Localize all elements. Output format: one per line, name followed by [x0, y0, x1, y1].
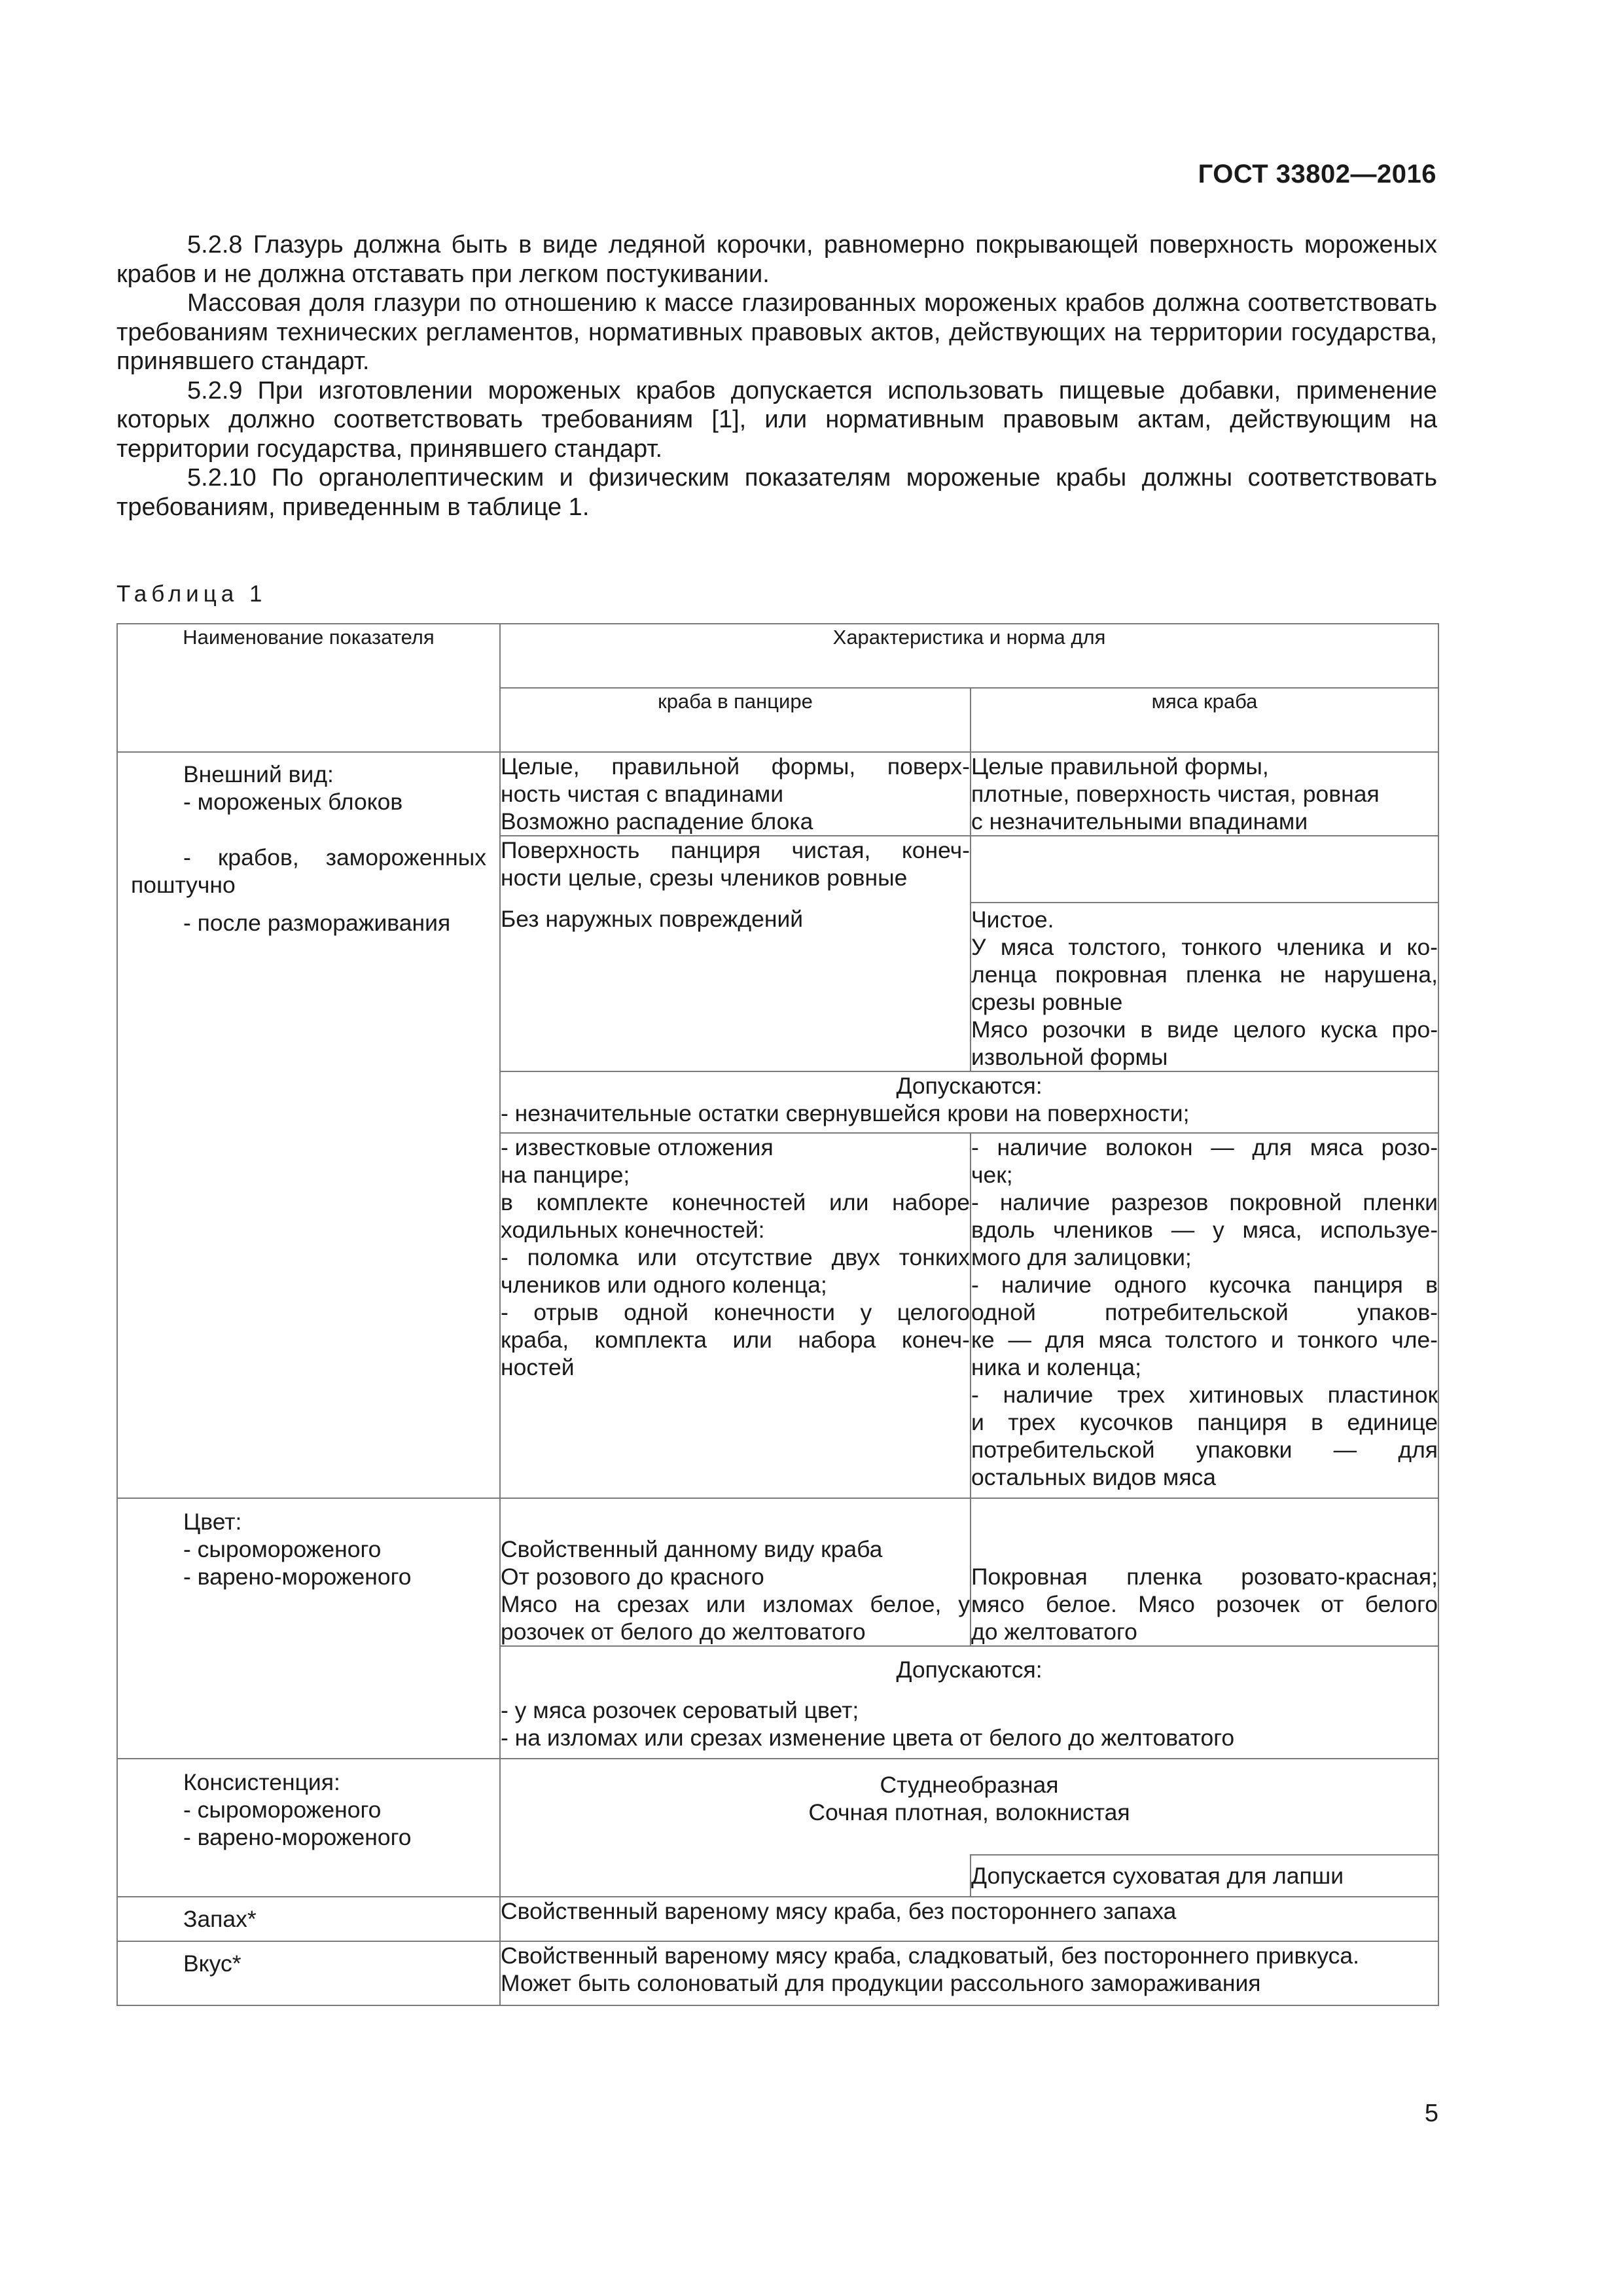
header-indicator-name: Наименование показателя: [117, 624, 500, 752]
text-line: - незначительные остатки свернувшейся крови на поверхности;: [501, 1100, 1190, 1126]
table-row-consistency: [117, 1759, 1438, 1855]
color-allowed-cell: [500, 1646, 1438, 1759]
allowed-title: Допускаются:: [896, 1073, 1043, 1099]
color-shell-cell: [500, 1498, 971, 1646]
text-line: срезы ровные: [971, 989, 1123, 1015]
text-line: розочек от белого до желтоватого: [501, 1619, 866, 1645]
text-line: От розового до красного: [501, 1564, 764, 1590]
text-line: Поверхность панциря чистая, конеч-: [501, 837, 970, 863]
paragraph-5-2-8: 5.2.8 Глазурь должна быть в виде ледяной корочки, равномерно покрывающей поверхность мороженых крабов и не должна отставать при легком постукивании.: [116, 231, 1437, 288]
paragraph-5-2-10: 5.2.10 По органолептическим и физическим показателям мороженые крабы должны соответствовать требованиям, приведенным в таблице 1.: [116, 464, 1437, 521]
consistency-common-cell: [500, 1759, 1438, 1855]
text-line: - наличие волокон — для мяса розо-: [971, 1134, 1438, 1160]
piece-label-line: - крабов, замороженных: [183, 844, 486, 870]
color-sub-raw: - сыромороженого: [183, 1536, 382, 1562]
text-line: вдоль члеников — у мяса, используе-: [971, 1217, 1438, 1243]
label-empty: [117, 1646, 500, 1759]
consistency-sub-cooked: - варено-мороженого: [183, 1824, 412, 1850]
consistency-title: Консистенция:: [183, 1769, 340, 1795]
header-characteristic-group: Характеристика и норма для: [500, 624, 1438, 688]
table-row-taste: [117, 1941, 1438, 2005]
text-line: Сочная плотная, волокнистая: [808, 1799, 1130, 1825]
text-line: одной потребительской упаков-: [971, 1299, 1438, 1325]
label-empty: [117, 1855, 500, 1897]
piece-shell-cell: [500, 836, 971, 903]
table-row-smell: [117, 1897, 1438, 1941]
organoleptic-table: [116, 623, 1439, 2006]
table-row-consistency-note: [117, 1855, 1438, 1897]
color-title: Цвет:: [183, 1509, 242, 1535]
table-caption: Таблица 1: [116, 581, 267, 607]
allowed-meat-cell: [971, 1133, 1438, 1498]
label-appearance-piece: [117, 836, 500, 903]
appearance-title: Внешний вид:: [183, 761, 334, 787]
body-text: [116, 230, 1437, 522]
blocks-shell-cell: [500, 752, 971, 836]
piece-meat-cell: [971, 836, 1438, 903]
text-line: Допускается суховатая для лапши: [971, 1863, 1344, 1889]
text-line: потребительской упаковки — для: [971, 1437, 1438, 1463]
text-line: - известковые отложения: [501, 1134, 774, 1160]
text-line: с незначительными впадинами: [971, 808, 1308, 834]
label-color: [117, 1498, 500, 1646]
text-line: - отрыв одной конечности у целого: [501, 1299, 970, 1325]
allowed-title: Допускаются:: [896, 1657, 1043, 1683]
text-line: Мясо на срезах или изломах белое, у: [501, 1591, 970, 1617]
text-line: до желтоватого: [971, 1619, 1137, 1645]
taste-value-cell: [500, 1941, 1438, 2005]
text-line: мясо белое. Мясо розочек от белого: [971, 1591, 1438, 1617]
text-line: краба, комплекта или набора конеч-: [501, 1327, 970, 1353]
text-line: ности целые, срезы члеников ровные: [501, 865, 908, 891]
paragraph-glaze-mass: Массовая доля глазури по отношению к массе глазированных мороженых крабов должна соответствовать требованиям технических регламентов, нормативных правовых актов, действующих на территории государства, принявшего стандарт.: [116, 289, 1437, 375]
text-line: Чистое.: [971, 906, 1054, 933]
text-line: - у мяса розочек сероватый цвет;: [501, 1697, 859, 1723]
text-line: Целые, правильной формы, поверх-: [501, 753, 970, 780]
text-line: Без наружных повреждений: [501, 906, 804, 932]
color-sub-cooked: - варено-мороженого: [183, 1564, 412, 1590]
label-appearance: [117, 752, 500, 836]
text-line: плотные, поверхность чистая, ровная: [971, 781, 1380, 807]
page-number: 5: [1424, 2100, 1438, 2127]
text-line: и трех кусочков панциря в единице: [971, 1409, 1438, 1435]
text-line: Возможно распадение блока: [501, 808, 813, 834]
label-empty: [117, 1071, 500, 1133]
label-consistency: [117, 1759, 500, 1855]
consistency-shell-empty: [500, 1855, 971, 1897]
label-smell: [117, 1897, 500, 1941]
table-row-color-allowed: [117, 1646, 1438, 1759]
text-line: Целые правильной формы,: [971, 753, 1269, 780]
text-line: Свойственный данному виду краба: [501, 1536, 883, 1562]
allowed-shell-cell: [500, 1133, 971, 1498]
text-line: мого для залицовки;: [971, 1244, 1192, 1270]
smell-title: Запах*: [183, 1906, 257, 1932]
consistency-meat-cell: [971, 1855, 1438, 1897]
text-line: члеников или одного коленца;: [501, 1272, 827, 1298]
text-line: остальных видов мяса: [971, 1464, 1217, 1490]
text-line: ходильных конечностей:: [501, 1217, 765, 1243]
text-line: Свойственный вареному мясу краба, без постороннего запаха: [501, 1898, 1177, 1924]
text-line: - поломка или отсутствие двух тонких: [501, 1244, 970, 1270]
text-line: чек;: [971, 1162, 1013, 1188]
text-line: ленца покровная пленка не нарушена,: [971, 961, 1438, 988]
piece-label-line: поштучно: [131, 872, 236, 898]
text-line: ке — для мяса толстого и тонкого чле-: [971, 1327, 1438, 1353]
text-line: - наличие трех хитиновых пластинок: [971, 1382, 1438, 1408]
text-line: извольной формы: [971, 1044, 1168, 1070]
paragraph-5-2-9: 5.2.9 При изготовлении мороженых крабов допускается использовать пищевые добавки, применение которых должно соответствовать требованиям [1], или нормативным правовым актам, действующим на территории государства, принявшего стандарт.: [116, 376, 1437, 463]
smell-value-cell: [500, 1897, 1438, 1941]
text-line: ника и коленца;: [971, 1354, 1141, 1380]
blocks-meat-cell: [971, 752, 1438, 836]
appearance-allowed-common: [500, 1071, 1438, 1133]
table-row-appearance-allowed-details: [117, 1133, 1438, 1498]
text-line: на панцире;: [501, 1162, 630, 1188]
appearance-blocks-label: - мороженых блоков: [183, 789, 403, 815]
thaw-label: - после размораживания: [183, 910, 451, 936]
text-line: У мяса толстого, тонкого членика и ко-: [971, 934, 1438, 960]
table-row-appearance-allowed: [117, 1071, 1438, 1133]
color-meat-cell: [971, 1498, 1438, 1646]
table-header-row: [117, 624, 1438, 688]
text-line: Покровная пленка розовато-красная;: [971, 1564, 1438, 1590]
text-line: Свойственный вареному мясу краба, сладковатый, без постороннего привкуса.: [501, 1943, 1359, 1969]
header-crab-meat: мяса краба: [971, 688, 1438, 752]
table-row-appearance-piece: [117, 836, 1438, 903]
text-line: в комплекте конечностей или наборе: [501, 1189, 970, 1215]
label-appearance-thaw: [117, 903, 500, 1071]
thaw-shell-cell: [500, 903, 971, 1071]
thaw-meat-cell: [971, 903, 1438, 1071]
text-line: ность чистая с впадинами: [501, 781, 784, 807]
text-line: - на изломах или срезах изменение цвета от белого до желтоватого: [501, 1725, 1235, 1751]
label-empty: [117, 1133, 500, 1498]
header-crab-in-shell: краба в панцире: [500, 688, 971, 752]
table-row-appearance-thaw: [117, 903, 1438, 1071]
text-line: Может быть солоноватый для продукции рассольного замораживания: [501, 1970, 1261, 1996]
taste-title: Вкус*: [183, 1950, 241, 1977]
text-line: Мясо розочки в виде целого куска про-: [971, 1016, 1438, 1043]
text-line: - наличие разрезов покровной пленки: [971, 1189, 1438, 1215]
text-line: Студнеобразная: [880, 1772, 1059, 1798]
table-row-color: [117, 1498, 1438, 1646]
text-line: ностей: [501, 1354, 575, 1380]
table-row-appearance-blocks: [117, 752, 1438, 836]
consistency-sub-raw: - сыромороженого: [183, 1797, 382, 1823]
label-taste: [117, 1941, 500, 2005]
document-code: ГОСТ 33802—2016: [1198, 160, 1436, 188]
text-line: - наличие одного кусочка панциря в: [971, 1272, 1438, 1298]
